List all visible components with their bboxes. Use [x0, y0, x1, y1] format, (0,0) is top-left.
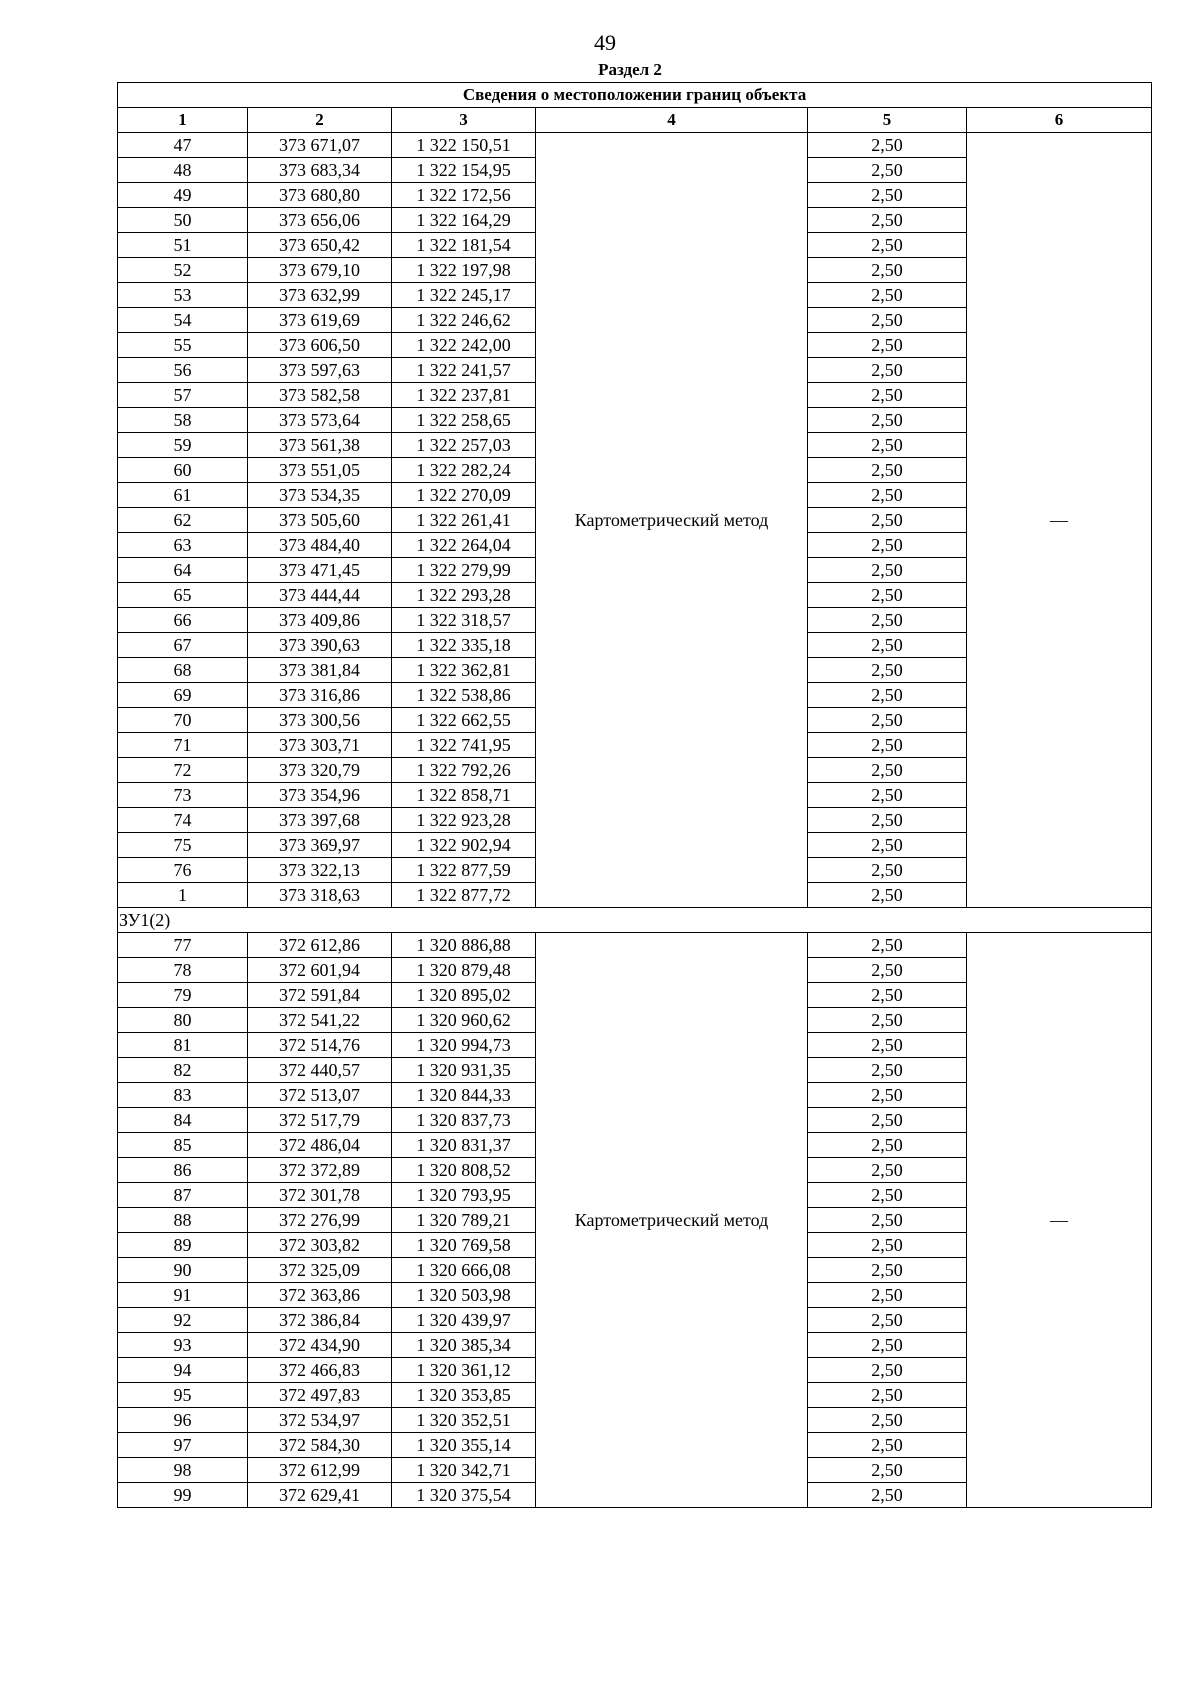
coordinate-x: 373 444,44 [248, 583, 392, 608]
coordinate-y: 1 322 245,17 [392, 283, 536, 308]
coordinate-y: 1 320 844,33 [392, 1083, 536, 1108]
coordinate-x: 373 390,63 [248, 633, 392, 658]
coordinate-x: 372 486,04 [248, 1133, 392, 1158]
accuracy-value: 2,50 [808, 283, 967, 308]
coordinate-y: 1 322 172,56 [392, 183, 536, 208]
coordinate-x: 373 318,63 [248, 883, 392, 908]
coordinate-x: 372 514,76 [248, 1033, 392, 1058]
coordinate-y: 1 322 197,98 [392, 258, 536, 283]
coordinate-x: 373 354,96 [248, 783, 392, 808]
boundary-coordinates-table [117, 82, 1152, 1508]
accuracy-value: 2,50 [808, 1433, 967, 1458]
accuracy-value: 2,50 [808, 933, 967, 958]
column6-cell: — [967, 133, 1152, 908]
point-number: 87 [118, 1183, 248, 1208]
column6-cell: — [967, 933, 1152, 1508]
coordinate-y: 1 322 362,81 [392, 658, 536, 683]
accuracy-value: 2,50 [808, 1308, 967, 1333]
accuracy-value: 2,50 [808, 1133, 967, 1158]
coordinate-y: 1 320 503,98 [392, 1283, 536, 1308]
coordinate-x: 373 606,50 [248, 333, 392, 358]
coordinate-y: 1 322 858,71 [392, 783, 536, 808]
accuracy-value: 2,50 [808, 133, 967, 158]
accuracy-value: 2,50 [808, 333, 967, 358]
accuracy-value: 2,50 [808, 208, 967, 233]
point-number: 98 [118, 1458, 248, 1483]
point-number: 65 [118, 583, 248, 608]
coordinate-y: 1 322 318,57 [392, 608, 536, 633]
accuracy-value: 2,50 [808, 1108, 967, 1133]
accuracy-value: 2,50 [808, 1058, 967, 1083]
point-number: 54 [118, 308, 248, 333]
coordinate-y: 1 322 792,26 [392, 758, 536, 783]
coordinate-y: 1 320 375,54 [392, 1483, 536, 1508]
coordinate-y: 1 320 789,21 [392, 1208, 536, 1233]
coordinate-y: 1 322 741,95 [392, 733, 536, 758]
point-number: 83 [118, 1083, 248, 1108]
coordinate-y: 1 322 538,86 [392, 683, 536, 708]
coordinate-y: 1 322 257,03 [392, 433, 536, 458]
coordinate-y: 1 320 895,02 [392, 983, 536, 1008]
parcel-subheader-row [118, 908, 1152, 933]
point-number: 61 [118, 483, 248, 508]
point-number: 64 [118, 558, 248, 583]
coordinate-y: 1 322 293,28 [392, 583, 536, 608]
coordinate-x: 373 381,84 [248, 658, 392, 683]
point-number: 99 [118, 1483, 248, 1508]
coordinate-x: 372 541,22 [248, 1008, 392, 1033]
column-number: 3 [392, 108, 536, 133]
coordinate-y: 1 322 154,95 [392, 158, 536, 183]
coordinate-x: 373 303,71 [248, 733, 392, 758]
coordinate-y: 1 320 831,37 [392, 1133, 536, 1158]
coordinate-y: 1 322 335,18 [392, 633, 536, 658]
accuracy-value: 2,50 [808, 308, 967, 333]
accuracy-value: 2,50 [808, 1233, 967, 1258]
point-number: 74 [118, 808, 248, 833]
point-number: 77 [118, 933, 248, 958]
point-number: 95 [118, 1383, 248, 1408]
coordinate-x: 373 316,86 [248, 683, 392, 708]
coordinate-x: 373 573,64 [248, 408, 392, 433]
accuracy-value: 2,50 [808, 1408, 967, 1433]
point-number: 91 [118, 1283, 248, 1308]
coordinate-y: 1 320 879,48 [392, 958, 536, 983]
accuracy-value: 2,50 [808, 408, 967, 433]
coordinate-x: 373 471,45 [248, 558, 392, 583]
coordinate-y: 1 322 270,09 [392, 483, 536, 508]
coordinate-y: 1 322 923,28 [392, 808, 536, 833]
coordinate-y: 1 320 666,08 [392, 1258, 536, 1283]
point-number: 72 [118, 758, 248, 783]
coordinate-x: 373 683,34 [248, 158, 392, 183]
column-number: 5 [808, 108, 967, 133]
point-number: 71 [118, 733, 248, 758]
coordinate-x: 372 466,83 [248, 1358, 392, 1383]
accuracy-value: 2,50 [808, 1333, 967, 1358]
point-number: 67 [118, 633, 248, 658]
point-number: 49 [118, 183, 248, 208]
coordinate-x: 372 325,09 [248, 1258, 392, 1283]
point-number: 69 [118, 683, 248, 708]
point-number: 48 [118, 158, 248, 183]
coordinate-x: 372 517,79 [248, 1108, 392, 1133]
coordinate-x: 372 534,97 [248, 1408, 392, 1433]
coordinate-x: 372 434,90 [248, 1333, 392, 1358]
coordinate-x: 373 619,69 [248, 308, 392, 333]
coordinate-x: 372 601,94 [248, 958, 392, 983]
coordinate-y: 1 322 261,41 [392, 508, 536, 533]
coordinate-y: 1 322 264,04 [392, 533, 536, 558]
coordinate-y: 1 322 662,55 [392, 708, 536, 733]
point-number: 88 [118, 1208, 248, 1233]
coordinate-y: 1 322 282,24 [392, 458, 536, 483]
coordinate-x: 372 276,99 [248, 1208, 392, 1233]
coordinate-x: 373 679,10 [248, 258, 392, 283]
point-number: 89 [118, 1233, 248, 1258]
point-number: 92 [118, 1308, 248, 1333]
accuracy-value: 2,50 [808, 508, 967, 533]
point-number: 79 [118, 983, 248, 1008]
coordinate-y: 1 320 960,62 [392, 1008, 536, 1033]
section-title: Раздел 2 [598, 60, 662, 79]
accuracy-value: 2,50 [808, 1158, 967, 1183]
coordinate-y: 1 322 241,57 [392, 358, 536, 383]
accuracy-value: 2,50 [808, 708, 967, 733]
coordinate-x: 372 386,84 [248, 1308, 392, 1333]
coordinate-y: 1 320 353,85 [392, 1383, 536, 1408]
coordinate-x: 373 551,05 [248, 458, 392, 483]
coordinate-y: 1 322 181,54 [392, 233, 536, 258]
accuracy-value: 2,50 [808, 1283, 967, 1308]
coordinate-x: 372 497,83 [248, 1383, 392, 1408]
coordinate-x: 372 303,82 [248, 1233, 392, 1258]
accuracy-value: 2,50 [808, 683, 967, 708]
point-number: 80 [118, 1008, 248, 1033]
accuracy-value: 2,50 [808, 1483, 967, 1508]
coordinate-y: 1 322 164,29 [392, 208, 536, 233]
page-number: 49 [594, 30, 616, 55]
table-caption-row [118, 83, 1152, 108]
point-number: 73 [118, 783, 248, 808]
coordinate-x: 373 322,13 [248, 858, 392, 883]
coordinate-y: 1 320 769,58 [392, 1233, 536, 1258]
parcel-subheader: ЗУ1(2) [118, 908, 1152, 933]
point-number: 62 [118, 508, 248, 533]
coordinate-y: 1 320 793,95 [392, 1183, 536, 1208]
point-number: 75 [118, 833, 248, 858]
point-number: 93 [118, 1333, 248, 1358]
point-number: 1 [118, 883, 248, 908]
coordinate-y: 1 320 352,51 [392, 1408, 536, 1433]
coordinate-x: 372 440,57 [248, 1058, 392, 1083]
coordinate-x: 372 372,89 [248, 1158, 392, 1183]
coordinate-x: 373 397,68 [248, 808, 392, 833]
coordinate-x: 373 597,63 [248, 358, 392, 383]
accuracy-value: 2,50 [808, 883, 967, 908]
column-number: 4 [536, 108, 808, 133]
coordinate-y: 1 322 258,65 [392, 408, 536, 433]
accuracy-value: 2,50 [808, 983, 967, 1008]
accuracy-value: 2,50 [808, 1083, 967, 1108]
accuracy-value: 2,50 [808, 158, 967, 183]
method-cell: Картометрический метод [536, 133, 808, 908]
coordinate-y: 1 320 886,88 [392, 933, 536, 958]
coordinate-y: 1 320 837,73 [392, 1108, 536, 1133]
coordinate-x: 372 301,78 [248, 1183, 392, 1208]
coordinate-y: 1 322 279,99 [392, 558, 536, 583]
accuracy-value: 2,50 [808, 858, 967, 883]
coordinate-x: 373 484,40 [248, 533, 392, 558]
point-number: 50 [118, 208, 248, 233]
accuracy-value: 2,50 [808, 808, 967, 833]
coordinate-y: 1 322 877,59 [392, 858, 536, 883]
accuracy-value: 2,50 [808, 183, 967, 208]
coordinate-y: 1 320 385,34 [392, 1333, 536, 1358]
point-number: 66 [118, 608, 248, 633]
point-number: 47 [118, 133, 248, 158]
point-number: 86 [118, 1158, 248, 1183]
accuracy-value: 2,50 [808, 733, 967, 758]
point-number: 94 [118, 1358, 248, 1383]
coordinate-x: 373 561,38 [248, 433, 392, 458]
column-number: 2 [248, 108, 392, 133]
point-number: 52 [118, 258, 248, 283]
accuracy-value: 2,50 [808, 1008, 967, 1033]
coordinate-x: 373 656,06 [248, 208, 392, 233]
accuracy-value: 2,50 [808, 433, 967, 458]
accuracy-value: 2,50 [808, 1383, 967, 1408]
coordinate-y: 1 322 237,81 [392, 383, 536, 408]
point-number: 60 [118, 458, 248, 483]
coordinate-y: 1 322 877,72 [392, 883, 536, 908]
column-number: 1 [118, 108, 248, 133]
accuracy-value: 2,50 [808, 833, 967, 858]
accuracy-value: 2,50 [808, 233, 967, 258]
point-number: 78 [118, 958, 248, 983]
coordinate-x: 373 671,07 [248, 133, 392, 158]
accuracy-value: 2,50 [808, 1033, 967, 1058]
point-number: 70 [118, 708, 248, 733]
accuracy-value: 2,50 [808, 658, 967, 683]
accuracy-value: 2,50 [808, 608, 967, 633]
coordinate-x: 373 300,56 [248, 708, 392, 733]
accuracy-value: 2,50 [808, 383, 967, 408]
coordinate-y: 1 320 342,71 [392, 1458, 536, 1483]
accuracy-value: 2,50 [808, 583, 967, 608]
coordinate-x: 373 582,58 [248, 383, 392, 408]
coordinate-x: 372 363,86 [248, 1283, 392, 1308]
coordinate-x: 373 650,42 [248, 233, 392, 258]
coordinate-x: 372 584,30 [248, 1433, 392, 1458]
point-number: 59 [118, 433, 248, 458]
point-number: 63 [118, 533, 248, 558]
coordinate-x: 372 629,41 [248, 1483, 392, 1508]
coordinate-x: 373 632,99 [248, 283, 392, 308]
coordinate-x: 372 513,07 [248, 1083, 392, 1108]
point-number: 82 [118, 1058, 248, 1083]
accuracy-value: 2,50 [808, 458, 967, 483]
point-number: 57 [118, 383, 248, 408]
coordinate-y: 1 320 931,35 [392, 1058, 536, 1083]
point-number: 81 [118, 1033, 248, 1058]
accuracy-value: 2,50 [808, 533, 967, 558]
point-number: 90 [118, 1258, 248, 1283]
point-number: 84 [118, 1108, 248, 1133]
coordinate-x: 373 409,86 [248, 608, 392, 633]
coordinate-y: 1 322 902,94 [392, 833, 536, 858]
coordinate-x: 373 680,80 [248, 183, 392, 208]
accuracy-value: 2,50 [808, 358, 967, 383]
accuracy-value: 2,50 [808, 258, 967, 283]
coordinate-y: 1 322 246,62 [392, 308, 536, 333]
table-caption: Сведения о местоположении границ объекта [118, 83, 1152, 108]
table-row [118, 133, 1152, 158]
coordinate-y: 1 320 439,97 [392, 1308, 536, 1333]
coordinate-x: 372 612,99 [248, 1458, 392, 1483]
accuracy-value: 2,50 [808, 1208, 967, 1233]
coordinate-x: 372 591,84 [248, 983, 392, 1008]
point-number: 76 [118, 858, 248, 883]
column-number: 6 [967, 108, 1152, 133]
accuracy-value: 2,50 [808, 758, 967, 783]
point-number: 68 [118, 658, 248, 683]
point-number: 97 [118, 1433, 248, 1458]
point-number: 58 [118, 408, 248, 433]
point-number: 51 [118, 233, 248, 258]
accuracy-value: 2,50 [808, 633, 967, 658]
coordinate-x: 372 612,86 [248, 933, 392, 958]
accuracy-value: 2,50 [808, 1258, 967, 1283]
coordinate-y: 1 320 994,73 [392, 1033, 536, 1058]
coordinate-y: 1 322 150,51 [392, 133, 536, 158]
point-number: 56 [118, 358, 248, 383]
accuracy-value: 2,50 [808, 483, 967, 508]
point-number: 53 [118, 283, 248, 308]
coordinate-x: 373 505,60 [248, 508, 392, 533]
accuracy-value: 2,50 [808, 783, 967, 808]
table-row [118, 933, 1152, 958]
coordinate-x: 373 320,79 [248, 758, 392, 783]
point-number: 55 [118, 333, 248, 358]
coordinate-y: 1 320 355,14 [392, 1433, 536, 1458]
coordinate-y: 1 320 361,12 [392, 1358, 536, 1383]
coordinate-x: 373 369,97 [248, 833, 392, 858]
accuracy-value: 2,50 [808, 558, 967, 583]
coordinate-y: 1 322 242,00 [392, 333, 536, 358]
accuracy-value: 2,50 [808, 1458, 967, 1483]
coordinate-x: 373 534,35 [248, 483, 392, 508]
column-number-row [118, 108, 1152, 133]
point-number: 96 [118, 1408, 248, 1433]
coordinate-y: 1 320 808,52 [392, 1158, 536, 1183]
accuracy-value: 2,50 [808, 1183, 967, 1208]
accuracy-value: 2,50 [808, 1358, 967, 1383]
method-cell: Картометрический метод [536, 933, 808, 1508]
accuracy-value: 2,50 [808, 958, 967, 983]
point-number: 85 [118, 1133, 248, 1158]
